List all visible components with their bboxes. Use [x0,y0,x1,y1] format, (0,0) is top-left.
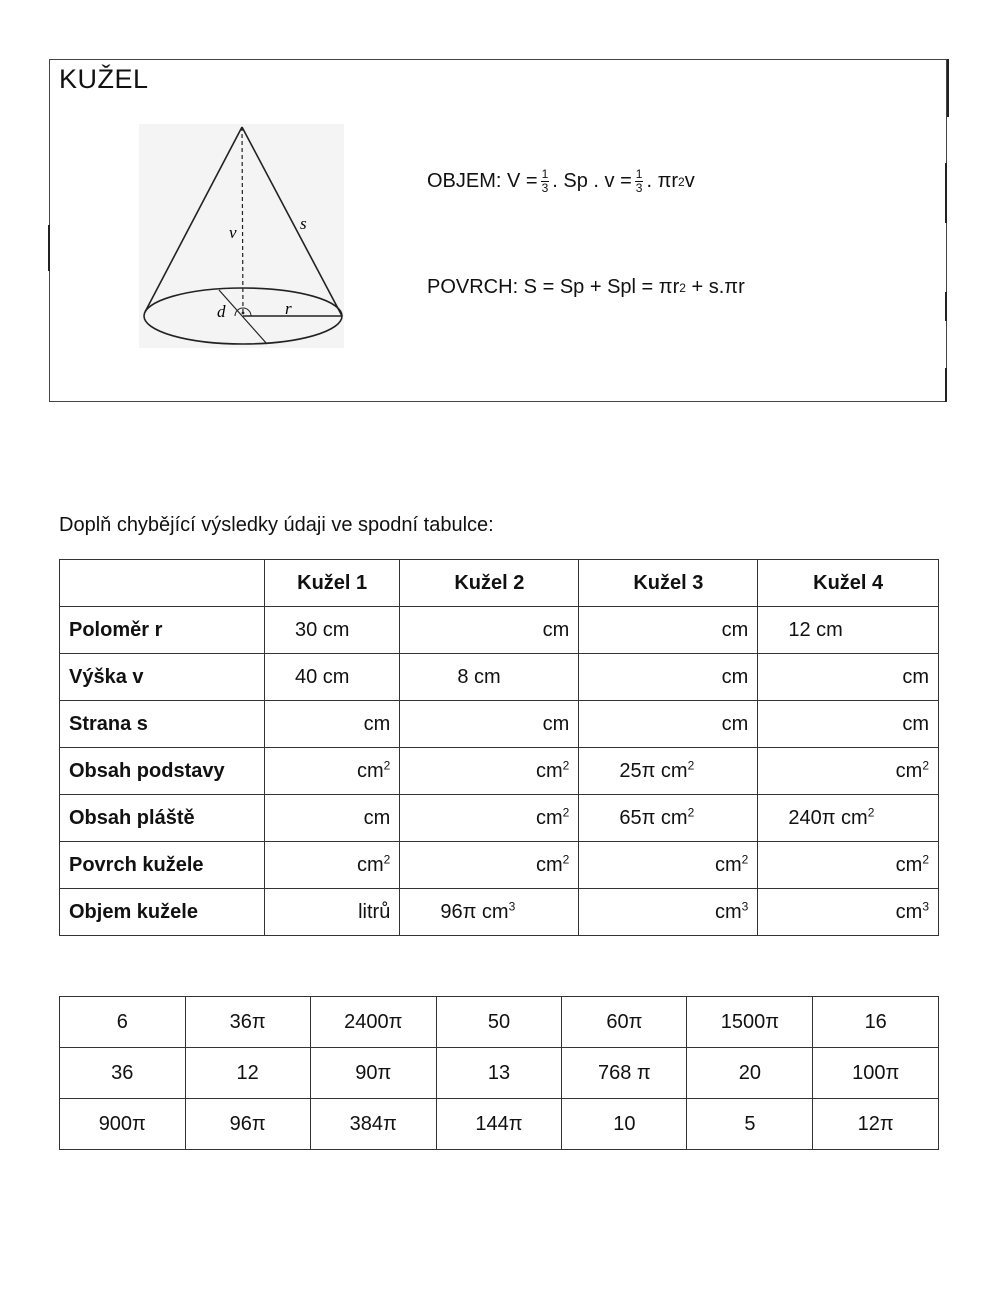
cell-value: cm [535,853,563,876]
fraction-denominator: 3 [635,181,643,195]
answer-cell[interactable]: 384π [310,1099,436,1150]
label-s: s [300,214,307,233]
cell-value: 25π cm [619,759,688,782]
table-cell[interactable] [265,889,400,936]
answer-cell[interactable]: 36 [60,1048,186,1099]
exponent: 3 [922,898,929,913]
exponent: 2 [562,757,570,772]
row-header: Obsah pláště [60,795,265,842]
table-row [60,748,939,795]
row-header: Objem kužele [60,889,265,936]
table-cell[interactable] [265,842,400,889]
exponent: 2 [383,757,391,772]
table-row [60,701,939,748]
table-cell[interactable] [400,842,579,889]
table-cell[interactable] [265,654,400,701]
label-d: d [217,302,226,321]
volume-formula-middle: . Sp . v = [552,170,632,192]
table-cell[interactable] [265,701,400,748]
table-cell[interactable] [579,607,758,654]
surface-formula-prefix: POVRCH: S = Sp + Spl = πr [427,276,680,298]
table-cell[interactable] [758,748,939,795]
cell-value: cm [721,712,749,735]
table-row [60,795,939,842]
answer-cell[interactable]: 12π [813,1099,939,1150]
answer-cell[interactable]: 20 [687,1048,813,1099]
exponent: 2 [562,851,570,866]
surface-formula-suffix: + s.πr [685,276,745,298]
cell-value: 96π cm [440,900,509,923]
col-header: Kužel 2 [400,560,579,607]
answer-row [60,1099,939,1150]
table-cell[interactable] [579,795,758,842]
exponent: 2 [687,757,695,772]
answer-cell[interactable]: 13 [436,1048,562,1099]
col-header: Kužel 1 [265,560,400,607]
table-cell[interactable] [265,607,400,654]
table-cell[interactable] [400,889,579,936]
cell-value: cm [895,759,923,782]
fraction-one-third [541,168,550,195]
answer-cell[interactable]: 16 [813,997,939,1048]
row-header: Obsah podstavy [60,748,265,795]
answer-cell[interactable]: 144π [436,1099,562,1150]
volume-formula-prefix: OBJEM: V = [427,170,538,192]
table-header-row [60,560,939,607]
cell-value: cm [721,618,749,641]
cell-value: 8 cm [457,665,501,688]
cell-value: cm [542,618,570,641]
cell-value: cm [535,759,563,782]
table-cell[interactable] [400,748,579,795]
fraction-numerator: 1 [541,167,549,181]
cell-value: 240π cm [788,806,868,829]
table-cell[interactable] [579,748,758,795]
table-cell[interactable] [400,607,579,654]
cell-value: cm [902,665,929,688]
table-cell[interactable] [758,795,939,842]
cell-value: cm [542,712,570,735]
fraction-numerator: 1 [635,167,643,181]
page-title: KUŽEL [59,64,149,94]
row-header: Strana s [60,701,265,748]
exponent: 2 [687,804,695,819]
answer-cell[interactable]: 36π [185,997,310,1048]
cell-value: cm [363,806,391,829]
scan-mark [48,225,50,271]
cell-value: cm [714,853,742,876]
scan-mark [945,163,947,223]
table-cell[interactable] [400,654,579,701]
table-row [60,889,939,936]
table-row [60,654,939,701]
cell-value: cm [895,853,923,876]
answer-cell[interactable]: 60π [562,997,687,1048]
col-header: Kužel 4 [758,560,939,607]
answer-bank-table [59,996,939,1150]
table-cell[interactable] [758,889,939,936]
table-corner-cell [60,560,265,607]
cell-value: 65π cm [619,806,688,829]
answer-row [60,997,939,1048]
cone-left-edge [145,127,242,312]
cell-value: cm [895,900,923,923]
cell-value: 40 cm [295,665,350,688]
cell-value: cm [356,759,384,782]
cell-value: 12 cm [788,618,843,641]
table-cell[interactable] [579,889,758,936]
table-cell[interactable] [579,842,758,889]
answer-cell[interactable]: 100π [813,1048,939,1099]
cell-value: 30 cm [295,618,350,641]
answer-cell[interactable]: 768 π [562,1048,687,1099]
cone-diagram [139,124,344,348]
table-cell[interactable] [400,795,579,842]
table-cell[interactable] [758,701,939,748]
answer-cell[interactable]: 96π [185,1099,310,1150]
row-header: Poloměr r [60,607,265,654]
scan-mark [945,292,947,321]
answer-cell[interactable]: 2400π [310,997,436,1048]
cell-value: cm [356,853,384,876]
answer-cell[interactable]: 90π [310,1048,436,1099]
answer-row [60,1048,939,1099]
table-cell[interactable] [758,654,939,701]
cell-value: cm [363,712,391,735]
row-header: Výška v [60,654,265,701]
table-cell[interactable] [265,748,400,795]
instruction-text: Doplň chybějící výsledky údaji ve spodní tabulce: [59,514,494,536]
exponent: 2 [922,851,929,866]
exponent: 2 [922,757,929,772]
scan-mark [947,59,949,117]
surface-formula: POVRCH: S = Sp + Spl = πr 2 + s.πr [427,276,745,298]
exponent: 2 [562,804,570,819]
volume-formula-end: v [684,170,695,192]
answer-cell[interactable]: 1500π [687,997,813,1048]
exponent: 3 [508,898,516,913]
answer-cell[interactable]: 12 [185,1048,310,1099]
table-cell[interactable] [758,842,939,889]
label-v: v [229,223,237,242]
table-row [60,607,939,654]
cell-value: cm [721,665,749,688]
answer-cell[interactable]: 50 [436,997,562,1048]
scan-mark [945,368,947,402]
answer-cell[interactable]: 900π [60,1099,186,1150]
label-r: r [285,299,292,318]
answer-cell[interactable]: 10 [562,1099,687,1150]
exponent: 3 [741,898,749,913]
exponent: 2 [383,851,391,866]
table-row [60,842,939,889]
volume-formula-suffix: . πr [646,170,679,192]
cell-value: litrů [358,900,391,923]
table-cell[interactable] [265,795,400,842]
cell-value: cm [902,712,929,735]
answer-cell[interactable]: 5 [687,1099,813,1150]
table-cell[interactable] [400,701,579,748]
cell-value: cm [535,806,563,829]
row-header: Povrch kužele [60,842,265,889]
exponent: 2 [867,804,875,819]
cell-value: cm [714,900,742,923]
table-cell[interactable] [579,654,758,701]
answer-cell[interactable]: 6 [60,997,186,1048]
volume-formula: OBJEM: V = $\frac{1}{3}$ . Sp . v = $\frac{1}{3}$ . πr 2 v [427,167,695,195]
table-cell[interactable] [579,701,758,748]
cone-table [59,559,939,936]
right-angle-dot [242,312,245,315]
exponent: 2 [741,851,749,866]
fraction-denominator: 3 [541,181,549,195]
fraction-one-third [635,168,644,195]
table-cell[interactable] [758,607,939,654]
col-header: Kužel 3 [579,560,758,607]
